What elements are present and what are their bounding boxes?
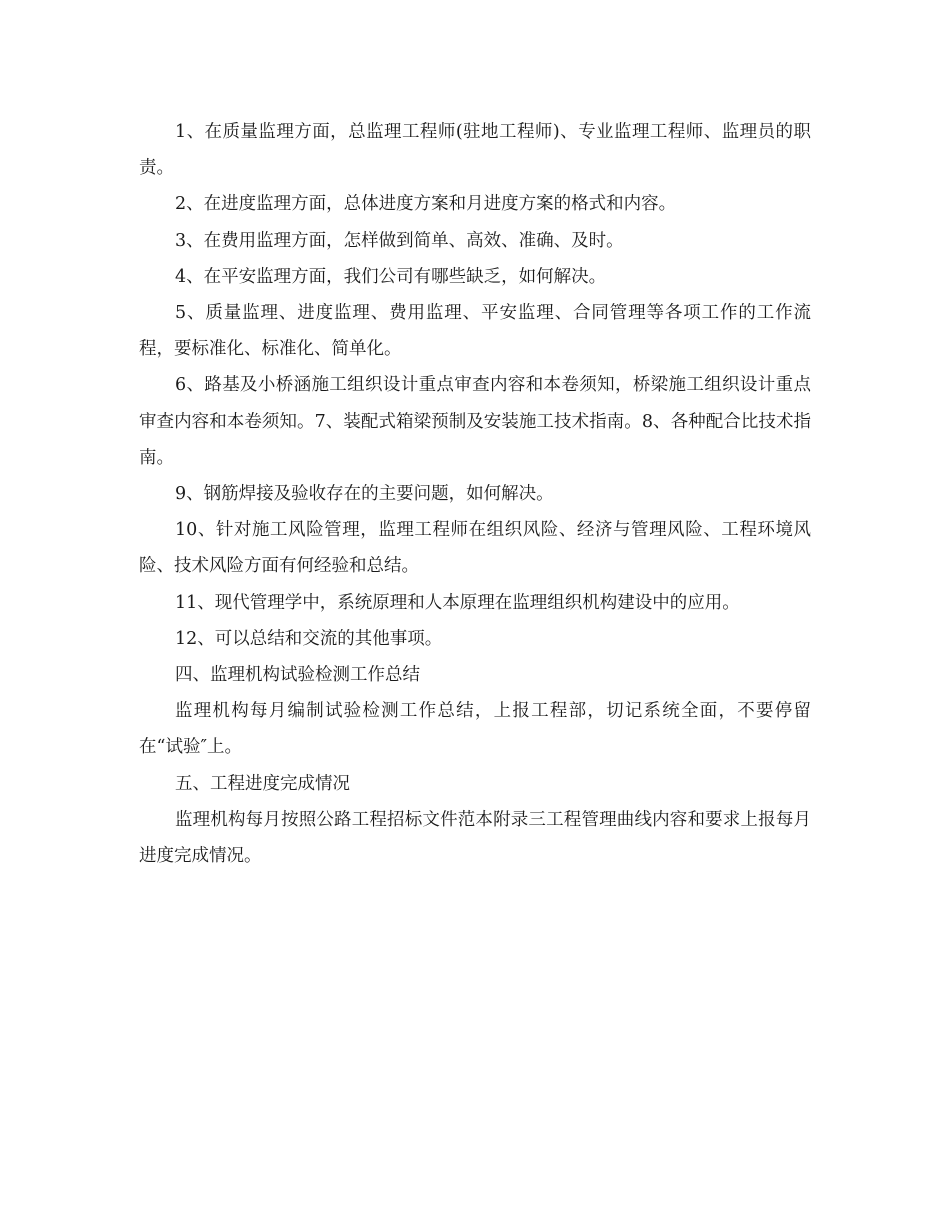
paragraph-item-5: 5、质量监理、进度监理、费用监理、平安监理、合同管理等各项工作的工作流程，要标准化、标准化、简单化。 xyxy=(139,303,811,360)
paragraph-item-1: 1、在质量监理方面，总监理工程师(驻地工程师)、专业监理工程师、监理员的职责。 xyxy=(139,122,811,179)
paragraph-item-11: 11、现代管理学中，系统原理和人本原理在监理组织机构建设中的应用。 xyxy=(175,592,740,613)
section-heading-4: 四、监理机构试验检测工作总结 xyxy=(175,665,420,686)
paragraph-item-10: 10、针对施工风险管理，监理工程师在组织风险、经济与管理风险、工程环境风险、技术风险方面有何经验和总结。 xyxy=(139,520,811,577)
section-body-5: 监理机构每月按照公路工程招标文件范本附录三工程管理曲线内容和要求上报每月进度完成情况。 xyxy=(139,809,811,867)
paragraph-item-2: 2、在进度监理方面，总体进度方案和月进度方案的格式和内容。 xyxy=(175,194,677,215)
section-body-4: 监理机构每月编制试验检测工作总结，上报工程部，切记系统全面，不要停留在“试验″上。 xyxy=(139,701,811,758)
section-heading-5: 五、工程进度完成情况 xyxy=(175,773,350,794)
paragraph-item-9: 9、钢筋焊接及验收存在的主要问题，如何解决。 xyxy=(175,484,554,505)
paragraph-item-3: 3、在费用监理方面，怎样做到简单、高效、准确、及时。 xyxy=(175,230,624,251)
document-body xyxy=(139,114,811,874)
paragraph-item-4: 4、在平安监理方面，我们公司有哪些缺乏，如何解决。 xyxy=(175,266,607,287)
paragraph-item-12: 12、可以总结和交流的其他事项。 xyxy=(175,628,443,649)
paragraph-item-6-8: 6、路基及小桥涵施工组织设计重点审查内容和本卷须知，桥梁施工组织设计重点审查内容和本卷须知。7、装配式箱梁预制及安装施工技术指南。8、各种配合比技术指南。 xyxy=(139,375,811,468)
